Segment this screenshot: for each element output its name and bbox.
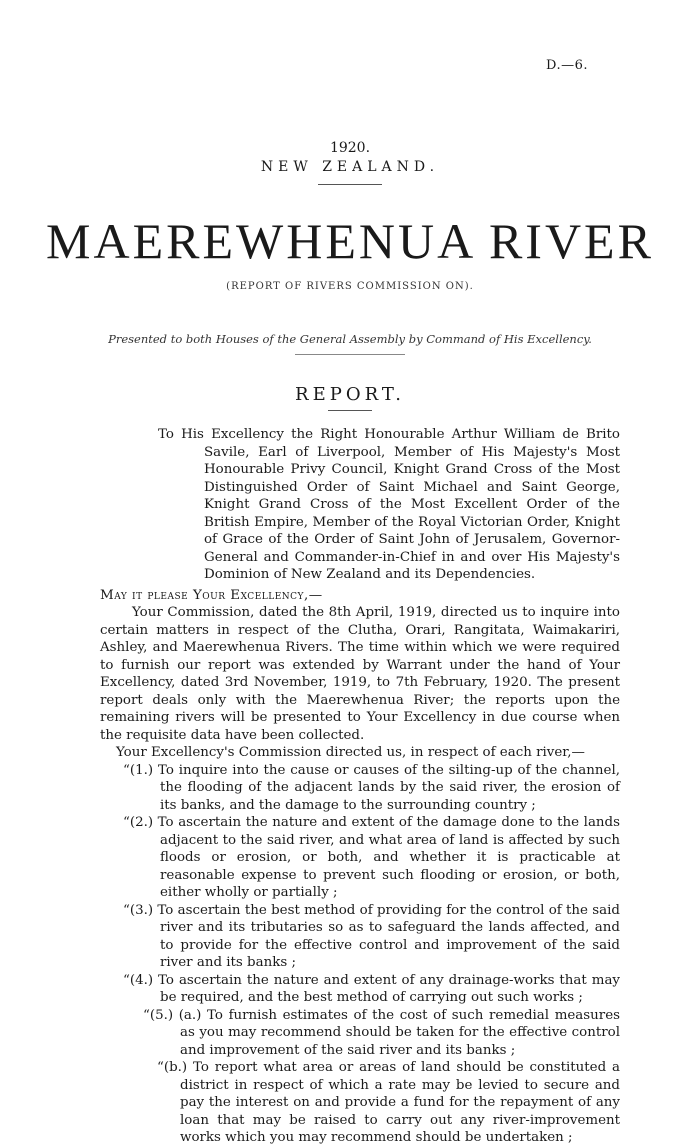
address-paragraph: To His Excellency the Right Honourable Arthur William de Brito Savile, Earl of Liverpool, Member of His Majesty's Most Honourable Privy Council, Knight Grand Cross of the Most Distinguished Order of Saint Michael and Saint George, Knight Grand Cross of the Most Excellent Order of the British Empire, Member of the Royal Victorian Order, Knight of Grace of the Order of Saint John of Jerusalem, Governor-General and Commander-in-Chief in and over His Majesty's Dominion of New Zealand and its Dependencies. <box>158 427 620 582</box>
page-reference: D.—6. <box>546 58 588 73</box>
list-item: “(3.) To ascertain the best method of providing for the control of the said river and its tributaries so as to safeguard the lands affected, and to provide for the effective control and improvement of the said river and its banks ; <box>123 902 620 970</box>
list-item: “(1.) To inquire into the cause or causes of the silting-up of the channel, the flooding of the adjacent lands by the said river, the erosion of its banks, and the damage to the surrounding country ; <box>123 762 620 813</box>
list-item: “(5.) (a.) To furnish estimates of the cost of such remedial measures as you may recommend should be taken for the effective control and improvement of the said river and its banks ; <box>143 1007 620 1058</box>
salutation: May it please Your Excellency,— <box>100 587 323 603</box>
country-heading: NEW ZEALAND. <box>260 159 440 175</box>
report-body <box>100 426 620 1147</box>
body-paragraph: Your Excellency's Commission directed us, in respect of each river,— <box>116 745 585 760</box>
list-item: “(b.) To report what area or areas of land should be constituted a district in respect of which a rate may be levied to secure and pay the interest on and provide a fund for the repayment of any loan that may be raised to carry out any river-improvement works which you may recommend should be undertaken ; <box>157 1060 620 1145</box>
presented-line: Presented to both Houses of the General Assembly by Command of His Excellency. <box>108 332 592 346</box>
document-subtitle: (REPORT OF RIVERS COMMISSION ON). <box>226 281 474 292</box>
body-paragraph: Your Commission, dated the 8th April, 1919, directed us to inquire into certain matters in respect of the Clutha, Orari, Rangitata, Waimakariri, Ashley, and Maerewhenua Rivers. The time within which we were required to furnish our report was extended by Warrant under the hand of Your Excellency, dated 3rd November, 1919, to 7th February, 1920. The present report deals only with the Maerewhenua River; the reports upon the remaining rivers will be presented to Your Excellency in due course when the requisite data have been collected. <box>100 605 620 743</box>
divider <box>295 354 405 355</box>
divider <box>318 184 382 185</box>
list-item: “(4.) To ascertain the nature and extent of any drainage-works that may be required, and the best method of carrying out such works ; <box>123 972 620 1005</box>
divider <box>328 410 372 411</box>
document-title: MAEREWHENUA RIVER <box>46 213 654 269</box>
list-item: “(2.) To ascertain the nature and extent of the damage done to the lands adjacent to the said river, and what area of land is affected by such floods or erosion, or both, and whether it is practicable at reasonable expense to prevent such flooding or erosion, or both, either wholly or partially ; <box>123 815 620 900</box>
report-heading: REPORT. <box>295 384 405 405</box>
year: 1920. <box>329 140 371 156</box>
